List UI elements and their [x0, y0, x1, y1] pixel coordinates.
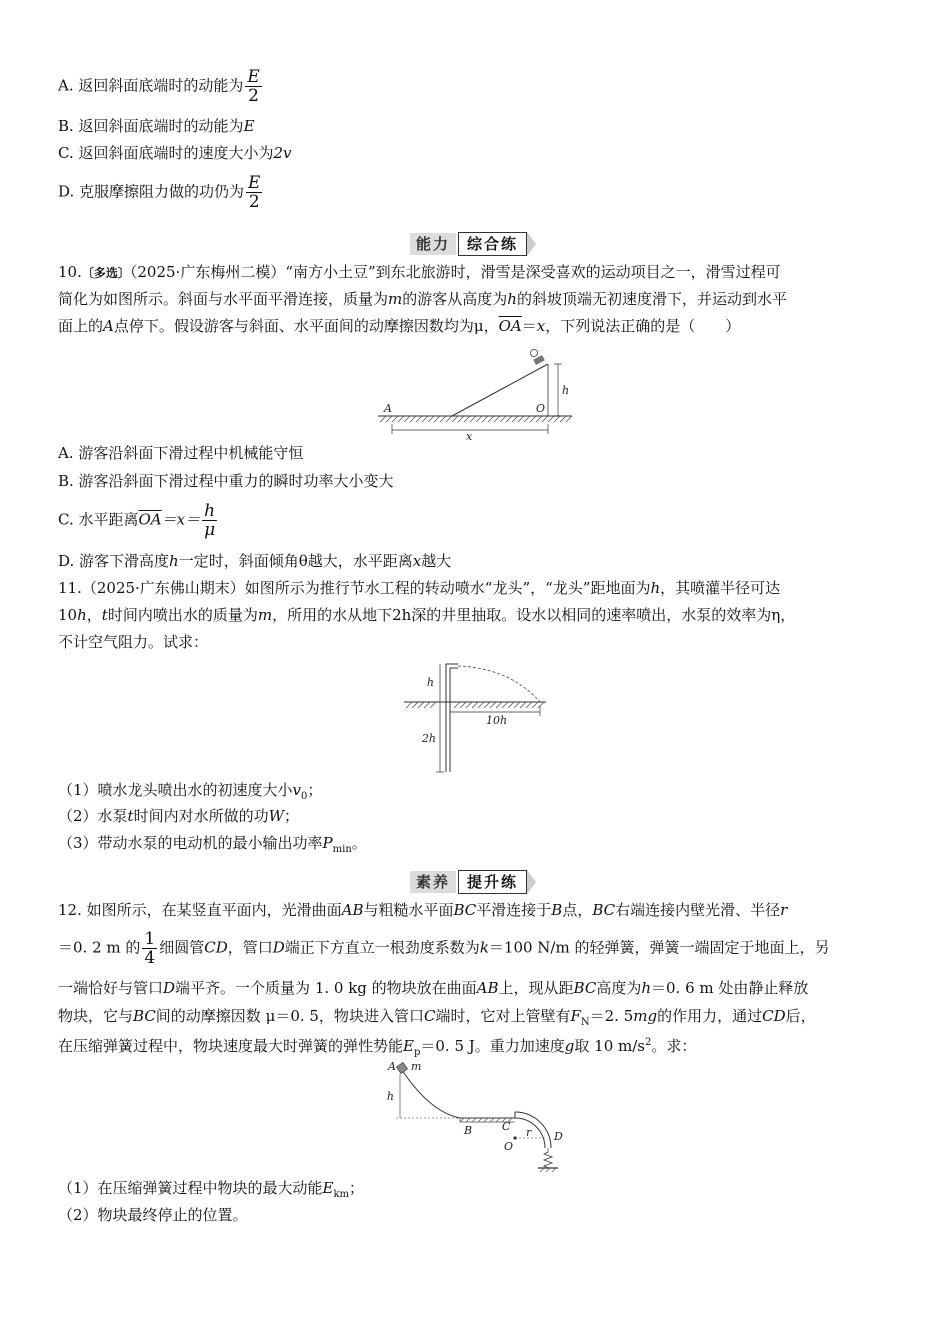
- label-h: h: [386, 1090, 394, 1103]
- ground-hatching: [404, 702, 546, 708]
- q12-line-4: 物块，它与BC间的动摩擦因数 μ＝0. 5，物块进入管口C端时，它对上管壁有$F_N=2$. 5mg的作用力，通过CD后，: [58, 1007, 816, 1028]
- label-C: C: [502, 1120, 511, 1133]
- slope-line: [452, 364, 548, 416]
- water-trajectory: [458, 666, 540, 702]
- q9-option-a: A. 返回斜面底端时的动能为 $\frac{E}{2}$: [58, 67, 260, 106]
- q12-line-2: ＝0. 2 m 的 $\frac{1}{4}$ 细圆管CD，管口D端正下方直立一根劲度系数为k＝100 N/m 的轻弹簧，弹簧一端固定于地面上，另: [58, 929, 830, 968]
- q10-option-d: D. 游客下滑高度h一定时，斜面倾角θ越大，水平距离x越大: [58, 552, 452, 570]
- section-label-right: 提升练: [458, 870, 527, 894]
- q10-line-2: 简化为如图所示。斜面与水平面平滑连接，质量为m的游客从高度为h的斜坡顶端无初速度滑下，并运动到水平: [58, 290, 787, 308]
- label-h: h: [562, 384, 570, 397]
- q10-line-1: 10.〔多选〕（2025·广东梅州二模）“南方小土豆”到东北旅游时，滑雪是深受喜欢的运动项目之一，滑雪过程可: [58, 263, 781, 281]
- q12-track-diagram: [380, 1060, 580, 1172]
- skier-icon: [531, 350, 545, 365]
- fraction: $\frac{h}{\mu}$: [204, 501, 216, 540]
- label-x: x: [466, 430, 473, 442]
- quarter-tube-CD: [515, 1112, 551, 1148]
- q11-line-3: 不计空气阻力。试求：: [58, 633, 209, 651]
- water-pipe: [446, 664, 458, 772]
- q9-option-d: D. 克服摩擦阻力做的功仍为 $\frac{E}{2}$: [58, 173, 261, 212]
- label-O: O: [504, 1140, 514, 1153]
- label-r: r: [526, 1126, 532, 1139]
- label-A: A: [384, 402, 392, 415]
- q12-line-5: 在压缩弹簧过程中，物块速度最大时弹簧的弹性势能$E_p=0$. 5 J。重力加速度g取 10 $m/s^2$。求：: [58, 1037, 697, 1058]
- ground-hatching: [378, 416, 572, 422]
- label-2h: 2h: [421, 732, 436, 745]
- q10-slope-diagram: [370, 346, 580, 442]
- q10-line-3: 面上的A点停下。假设游客与斜面、水平面间的动摩擦因数均为μ，$\overline{OA}=x$，下列说法正确的是（ ）: [58, 317, 741, 335]
- section-label-right: 综合练: [458, 232, 527, 256]
- q11-sub-2: （2）水泵t时间内对水所做的功W；: [58, 807, 300, 825]
- q9-option-c: C. 返回斜面底端时的速度大小为2v: [58, 144, 292, 162]
- label-m: m: [411, 1060, 422, 1073]
- q9-option-b: B. 返回斜面底端时的动能为E: [58, 117, 255, 135]
- q11-sub-1: （1）喷水龙头喷出水的初速度大小$v_0$；: [58, 781, 323, 802]
- section-label-left: 素养: [410, 871, 456, 893]
- fraction: $\frac{E}{2}$: [247, 67, 260, 106]
- label-O: O: [536, 402, 546, 415]
- curved-slope-AB: [402, 1070, 515, 1122]
- q12-sub-1: （1）在压缩弹簧过程中物块的最大动能$E_{km}$；: [58, 1179, 365, 1200]
- q10-option-c: C. 水平距离$\overline{OA}=x=$ $\frac{h}{\mu}$: [58, 501, 216, 540]
- label-10h: 10h: [486, 714, 508, 727]
- label-h: h: [426, 676, 434, 689]
- fraction: $\frac{E}{2}$: [248, 173, 261, 212]
- label-B: B: [464, 1124, 473, 1137]
- q11-line-2: 10h，t时间内喷出水的质量为m，所用的水从地下2h深的井里抽取。设水以相同的速率喷出，水泵的效率为η，: [58, 606, 796, 624]
- q10-option-a: A. 游客沿斜面下滑过程中机械能守恒: [58, 444, 304, 462]
- q11-sprinkler-diagram: [400, 656, 550, 776]
- q12-line-3: 一端恰好与管口D端平齐。一个质量为 1. 0 kg 的物块放在曲面AB上，现从距BC高度为h＝0. 6 m 处由静止释放: [58, 979, 809, 997]
- q10-option-b: B. 游客沿斜面下滑过程中重力的瞬时功率大小变大: [58, 472, 394, 490]
- section-header-literacy: [410, 870, 527, 894]
- q12-line-1: 12. 如图所示，在某竖直平面内，光滑曲面AB与粗糙水平面BC平滑连接于B点，BC右端连接内壁光滑、半径r: [58, 901, 788, 919]
- q12-sub-2: （2）物块最终停止的位置。: [58, 1206, 248, 1224]
- multi-choice-tag: 〔多选〕: [81, 266, 130, 280]
- q11-sub-3: （3）带动水泵的电动机的最小输出功率$P_{min}$。: [58, 834, 367, 855]
- label-D: D: [554, 1130, 563, 1143]
- spring-icon: [544, 1152, 552, 1168]
- q11-line-1: 11.（2025·广东佛山期末）如图所示为推行节水工程的转动喷水“龙头”，“龙头”距地面为h，其喷灌半径可达: [58, 579, 781, 597]
- label-A: A: [388, 1060, 396, 1073]
- section-header-ability: [410, 232, 527, 256]
- fraction: $\frac{1}{4}$: [144, 929, 156, 968]
- block-icon: [396, 1062, 407, 1073]
- section-label-left: 能力: [410, 233, 456, 255]
